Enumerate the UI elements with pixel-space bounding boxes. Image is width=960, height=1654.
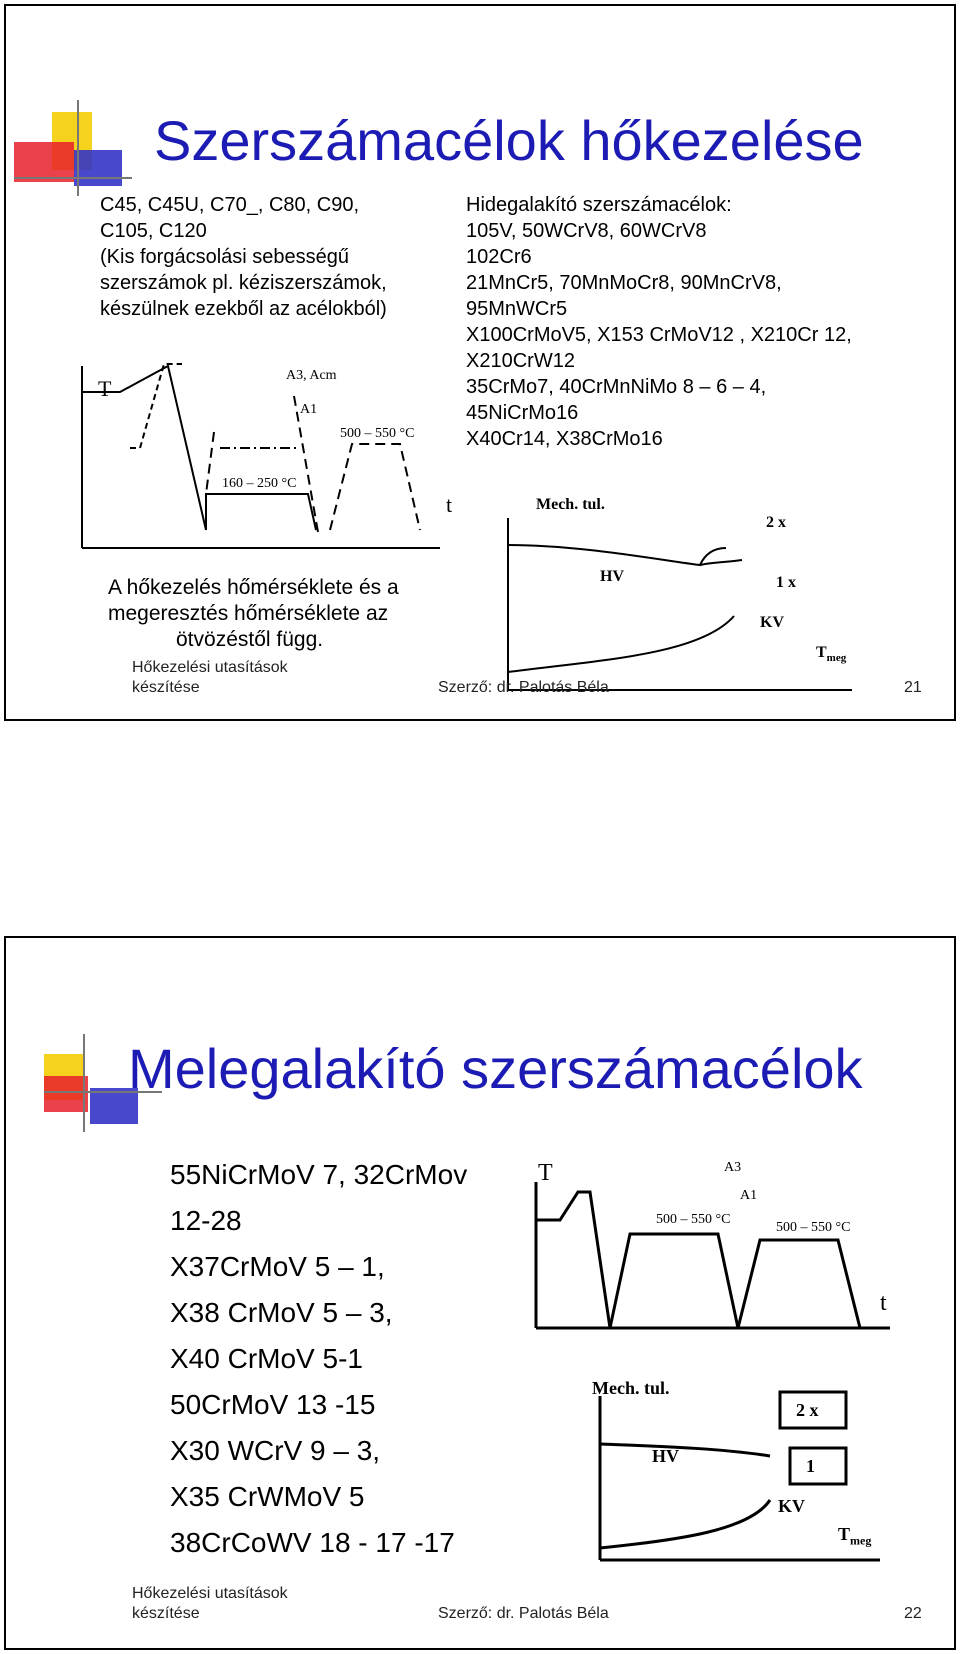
tmeg-sub: meg <box>850 1533 872 1548</box>
footer-line: Hőkezelési utasítások <box>132 1585 288 1602</box>
text-line: A hőkezelés hőmérséklete és a <box>108 576 399 599</box>
tmeg-main: T <box>838 1524 851 1544</box>
text-line: 102Cr6 <box>466 246 532 268</box>
temper-temp-label: 500 – 550 °C <box>340 426 415 441</box>
mech-label: Mech. tul. <box>536 496 605 513</box>
text-line: C105, C120 <box>100 220 207 242</box>
text-line: X210CrW12 <box>466 350 575 372</box>
text-line: szerszámok pl. kéziszerszámok, <box>100 272 387 294</box>
hv-label: HV <box>652 1446 679 1466</box>
text-line: (Kis forgácsolási sebességű <box>100 246 350 268</box>
text-line: C45, C45U, C70_, C80, C90, <box>100 194 360 216</box>
text-line: 95MnWCr5 <box>466 298 568 320</box>
temperature-axis-label: T <box>538 1160 553 1186</box>
list-item: 50CrMoV 13 -15 <box>170 1389 376 1420</box>
text-line: ötvözéstől függ. <box>176 628 324 651</box>
a1-label: A1 <box>740 1188 758 1203</box>
a1-label: A1 <box>300 402 318 417</box>
list-item: X38 CrMoV 5 – 3, <box>170 1297 393 1328</box>
footer-left <box>132 1584 288 1624</box>
footer-author: Szerző: dr. Palotás Béla <box>438 679 609 696</box>
a3-label: A3 <box>724 1160 742 1175</box>
temperature-axis-label: T <box>98 376 112 401</box>
time-axis-label: t <box>446 492 453 517</box>
tmeg-label <box>838 1524 871 1549</box>
kv-label: KV <box>778 1496 805 1516</box>
list-item: X35 CrWMoV 5 <box>170 1481 365 1512</box>
slide-title: Melegalakító szerszámacélok <box>128 1037 863 1100</box>
list-item: X30 WCrV 9 – 3, <box>170 1435 381 1466</box>
one-x-label: 1 x <box>776 574 796 591</box>
text-line: 21MnCr5, 70MnMoCr8, 90MnCrV8, <box>466 272 782 294</box>
mech-label: Mech. tul. <box>592 1378 670 1398</box>
page-number: 22 <box>904 1605 922 1622</box>
two-x-label: 2 x <box>796 1400 819 1420</box>
footer-line: készítése <box>132 1605 200 1622</box>
hv-label: HV <box>600 568 624 585</box>
list-item: 12-28 <box>170 1205 242 1236</box>
temper-temp-label: 500 – 550 °C <box>656 1212 731 1227</box>
tmeg-sub: meg <box>826 652 847 665</box>
list-item: 55NiCrMoV 7, 32CrMov <box>170 1159 468 1190</box>
text-line: Hidegalakító szerszámacélok: <box>466 194 732 216</box>
low-temp-label: 160 – 250 °C <box>222 476 297 491</box>
text-line: X40Cr14, X38CrMo16 <box>466 428 663 450</box>
footer-line: készítése <box>132 679 200 696</box>
temper-temp-label: 500 – 550 °C <box>776 1220 851 1235</box>
hv-curve <box>600 1444 770 1456</box>
list-item: X37CrMoV 5 – 1, <box>170 1251 385 1282</box>
tmeg-main: T <box>816 644 827 661</box>
text-line: 45NiCrMo16 <box>466 402 579 424</box>
time-axis-label: t <box>880 1290 887 1316</box>
text-line: 35CrMo7, 40CrMnNiMo 8 – 6 – 4, <box>466 376 767 398</box>
two-x-label: 2 x <box>766 514 786 531</box>
one-box <box>790 1448 846 1484</box>
footer-author: Szerző: dr. Palotás Béla <box>438 1605 609 1622</box>
text-line: megeresztés hőmérséklete az <box>108 602 389 625</box>
kv-curve <box>600 1500 770 1548</box>
one-label: 1 <box>806 1456 815 1476</box>
a3-acm-label: A3, Acm <box>286 368 337 383</box>
text-line: X100CrMoV5, X153 CrMoV12 , X210Cr 12, <box>466 324 852 346</box>
list-item: 38CrCoWV 18 - 17 -17 <box>170 1527 455 1558</box>
footer-line: Hőkezelési utasítások <box>132 659 288 676</box>
page-number: 21 <box>904 679 922 696</box>
kv-label: KV <box>760 614 784 631</box>
list-item: X40 CrMoV 5-1 <box>170 1343 363 1374</box>
slide-title: Szerszámacélok hőkezelése <box>154 109 864 172</box>
text-line: 105V, 50WCrV8, 60WCrV8 <box>466 220 707 242</box>
text-line: készülnek ezekből az acélokból) <box>100 298 387 320</box>
